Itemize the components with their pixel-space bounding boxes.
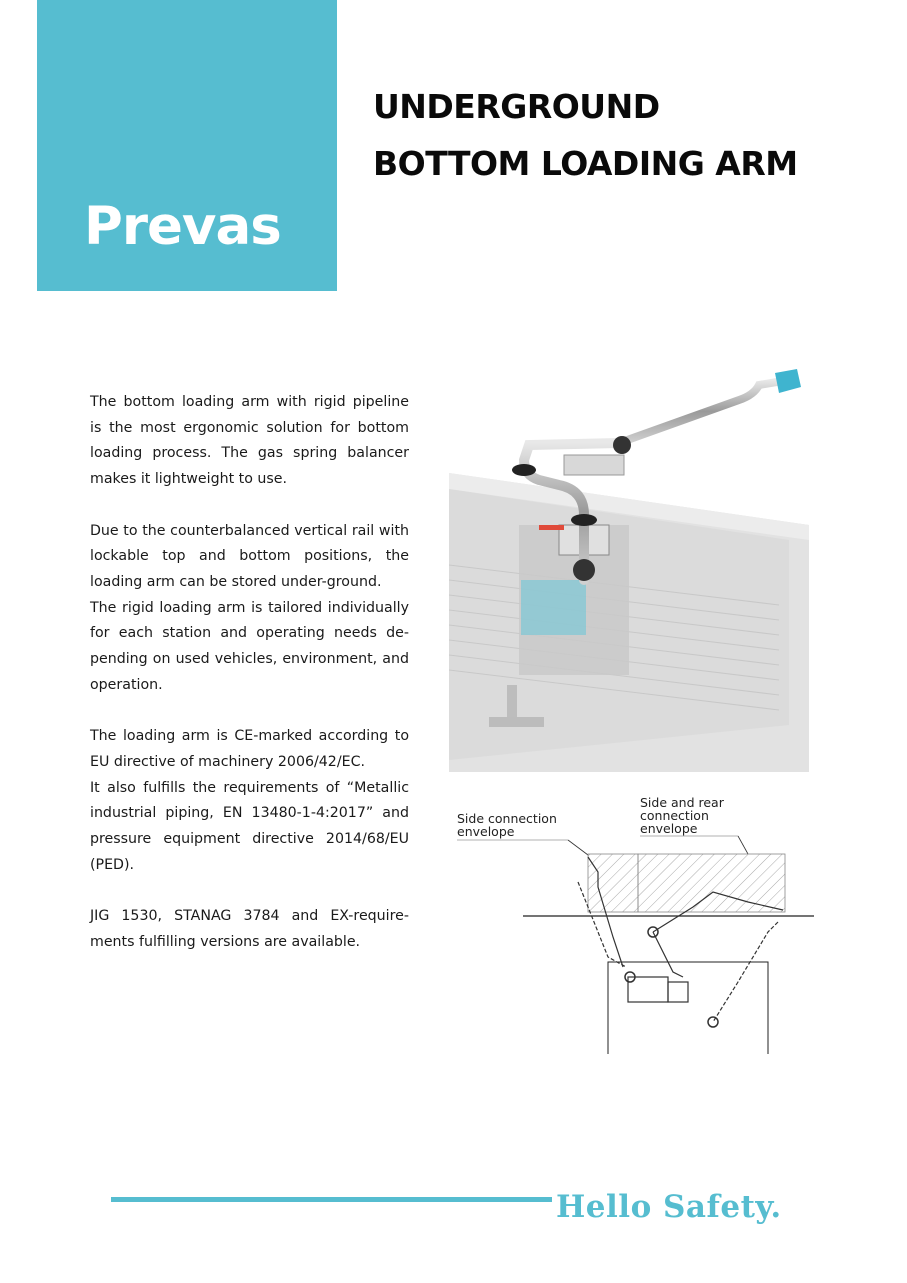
label-rear-line3: envelope bbox=[640, 821, 698, 836]
prevas-logo: Prevas bbox=[84, 196, 281, 257]
paragraph-standards: It also fulfills the requirements of “Metallic industrial piping, EN 13480-1-4:2017” and pressure equipment directive 2014/68/EU (PED). bbox=[90, 779, 409, 873]
brand-block bbox=[37, 0, 337, 291]
label-side-line1: Side connection bbox=[457, 811, 557, 826]
label-rear-line1: Side and rear bbox=[640, 795, 724, 810]
footer-divider bbox=[111, 1197, 552, 1202]
label-side-line2: envelope bbox=[457, 824, 515, 839]
paragraph-tailored: The rigid loading arm is tailored individually for each station and operating needs de-pending on used vehicles, environment, and operation. bbox=[90, 599, 409, 693]
envelope-drawing bbox=[448, 792, 814, 1054]
title-line-1: UNDERGROUND bbox=[373, 87, 660, 126]
page-title bbox=[373, 78, 798, 192]
paragraph-rail: Due to the counterbalanced vertical rail with lockable top and bottom positions, the loading arm can be stored under-ground. bbox=[90, 522, 409, 590]
body-text bbox=[90, 390, 409, 955]
product-photo bbox=[449, 365, 809, 772]
paragraph-intro: The bottom loading arm with rigid pipeline is the most ergonomic solution for bottom loading process. The gas spring balancer makes it lightweight to use. bbox=[90, 394, 409, 488]
paragraph-versions: JIG 1530, STANAG 3784 and EX-require-ments fulfilling versions are available. bbox=[90, 908, 409, 950]
paragraph-ce: The loading arm is CE-marked according to EU directive of machinery 2006/42/EC. bbox=[90, 728, 409, 770]
title-line-2: BOTTOM LOADING ARM bbox=[373, 144, 798, 183]
label-rear-line2: connection bbox=[640, 808, 709, 823]
footer-slogan: Hello Safety. bbox=[556, 1189, 782, 1225]
